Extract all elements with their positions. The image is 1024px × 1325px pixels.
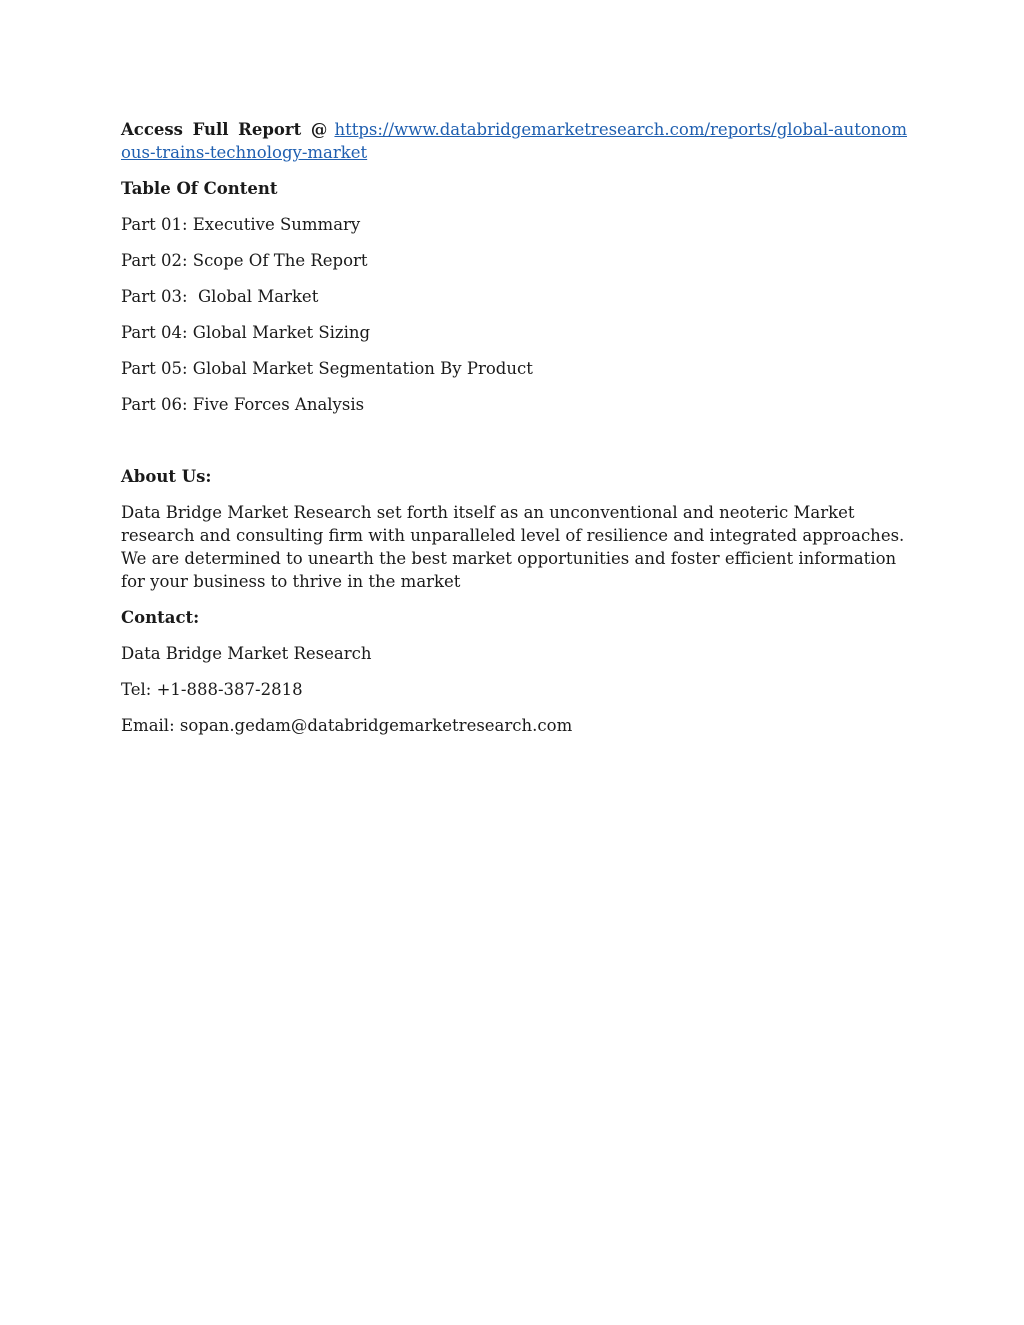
toc-item: Part 04: Global Market Sizing [121,323,371,342]
report-link[interactable]: https://www.databridgemarketresearch.com/reports/global-autonomous-trains-technology-market [121,120,907,162]
toc-heading: Table Of Content [121,179,278,198]
contact-email: Email: sopan.gedam@databridgemarketresearch.com [121,716,573,735]
toc-item: Part 02: Scope Of The Report [121,251,368,270]
toc-item: Part 01: Executive Summary [121,215,361,234]
contact-phone: Tel: +1-888-387-2818 [121,680,303,699]
access-full-report-line [121,118,907,164]
about-us-paragraph: Data Bridge Market Research set forth itself as an unconventional and neoteric Market research and consulting firm with unparalleled level of resilience and integrated approaches. We are determined to unearth the best market opportunities and foster efficient information for your business to thrive in the market [121,503,905,591]
document-page [121,118,907,737]
toc-item: Part 05: Global Market Segmentation By Product [121,359,533,378]
toc-item: Part 03: Global Market [121,287,319,306]
access-report-label: Access Full Report @ [121,120,328,139]
contact-company: Data Bridge Market Research [121,644,372,663]
contact-heading: Contact: [121,608,200,627]
toc-item: Part 06: Five Forces Analysis [121,395,365,414]
about-us-heading: About Us: [121,467,212,486]
